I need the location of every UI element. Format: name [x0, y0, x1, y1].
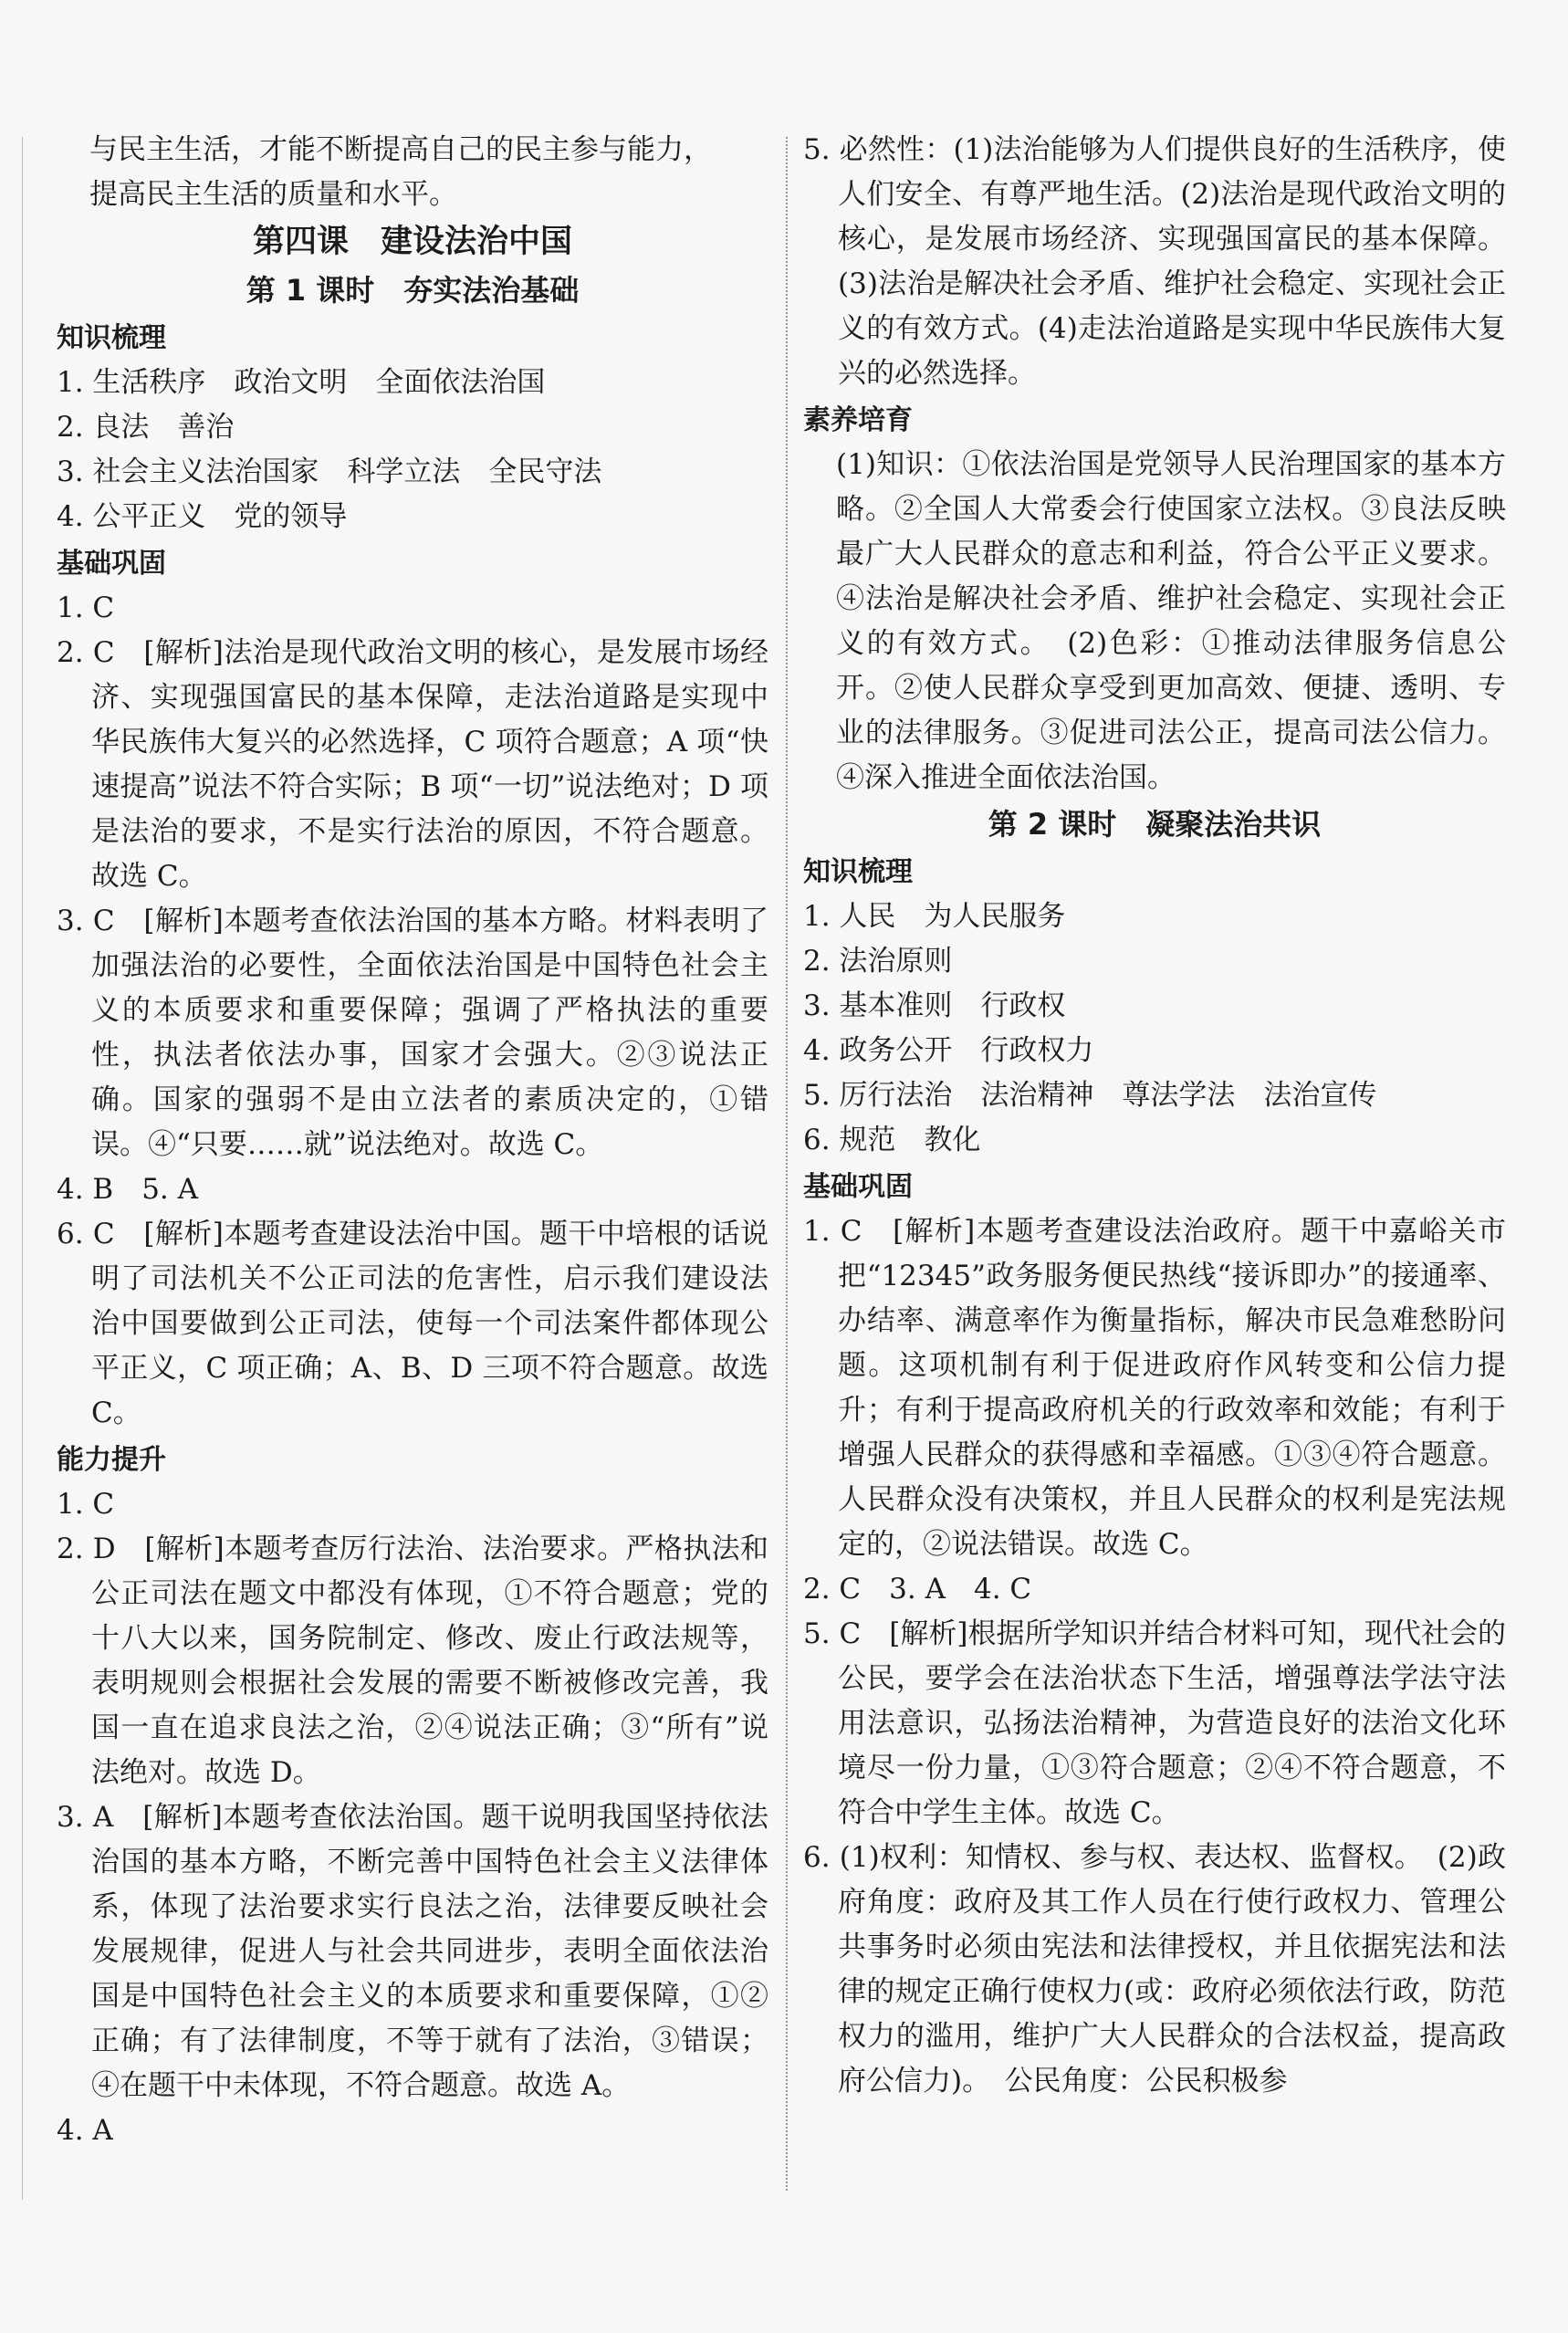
- right-column: [803, 128, 1506, 2104]
- basic-answer: 2. C [解析]法治是现代政治文明的核心，是发展市场经济、实现强国富民的基本保障，走法治道路是实现中华民族伟大复兴的必然选择，C 项符合题意；A 项“快速提高”说法不符合实际；B 项“一切”说法绝对；D 项是法治的要求，不是实行法治的原因，不符合题意。故选 C。: [57, 636, 768, 893]
- basic-heading: 基础巩固: [57, 548, 166, 580]
- left-column: [57, 128, 768, 2153]
- knowledge-item: 3. 基本准则 行政权: [803, 989, 1066, 1022]
- lesson-title: 第四课 建设法治中国: [252, 224, 572, 260]
- knowledge-item: 2. 良法 善治: [57, 411, 235, 444]
- quality-answer: (1)知识：①依法治国是党领导人民治理国家的基本方略。②全国人大常委会行使国家立法权。③良法反映最广大人民群众的意志和利益，符合公平正义要求。④法治是解决社会矛盾、维护社会稳定、实现社会正义的有效方式。 (2)色彩：①推动法律服务信息公开。②使人民群众享受到更加高效、便捷、透明、专业的法律服务。③促进司法公正，提高司法公信力。④深入推进全面依法治国。: [836, 448, 1506, 794]
- period-2-title: 第 2 课时 凝聚法治共识: [988, 807, 1322, 842]
- basic-answer: 1. C [解析]本题考查建设法治政府。题干中嘉峪关市把“12345”政务服务便民热线“接诉即办”的接通率、办结率、满意率作为衡量指标，解决市民急难愁盼问题。这项机制有利于促进政府作风转变和公信力提升；有利于提高政府机关的行政效率和效能；有利于增强人民群众的获得感和幸福感。①③④符合题意。人民群众没有决策权，并且人民群众的权利是宪法规定的，②说法错误。故选 C。: [803, 1215, 1506, 1561]
- period-1-title: 第 1 课时 夯实法治基础: [246, 273, 580, 308]
- basic-answer: 6. C [解析]本题考查建设法治中国。题干中培根的话说明了司法机关不公正司法的危害性，启示我们建设法治中国要做到公正司法，使每一个司法案件都体现公平正义，C 项正确；A、B、D 三项不符合题意。故选 C。: [57, 1218, 768, 1429]
- intro-line-2: 提高民主生活的质量和水平。: [89, 178, 457, 211]
- basic-answer: 5. C [解析]根据所学知识并结合材料可知，现代社会的公民，要学会在法治状态下生活，增强尊法学法守法用法意识，弘扬法治精神，为营造良好的法治文化环境尽一份力量，①③符合题意；②④不符合题意，不符合中学生主体。故选 C。: [803, 1617, 1506, 1829]
- knowledge-heading: 知识梳理: [57, 322, 166, 354]
- basic-answer: 4. B 5. A: [57, 1173, 199, 1206]
- page-edge-line: [22, 137, 23, 2200]
- quality-heading: 素养培育: [803, 404, 913, 436]
- basic-answer: 3. C [解析]本题考查依法治国的基本方略。材料表明了加强法治的必要性，全面依法治国是中国特色社会主义的本质要求和重要保障；强调了严格执法的重要性，执法者依法办事，国家才会强大。②③说法正确。国家的强弱不是由立法者的素质决定的，①错误。④“只要……就”说法绝对。故选 C。: [57, 905, 768, 1161]
- basic-answer: 2. C 3. A 4. C: [803, 1573, 1032, 1606]
- ability-answer: 3. A [解析]本题考查依法治国。题干说明我国坚持依法治国的基本方略，不断完善中国特色社会主义法律体系，体现了法治要求实行良法之治，法律要反映社会发展规律，促进人与社会共同进步，表明全面依法治国是中国特色社会主义的本质要求和重要保障，①②正确；有了法律制度，不等于就有了法治，③错误；④在题干中未体现，不符合题意。故选 A。: [57, 1801, 768, 2102]
- knowledge-item: 1. 生活秩序 政治文明 全面依法治国: [57, 366, 546, 399]
- knowledge-item: 5. 厉行法治 法治精神 尊法学法 法治宣传: [803, 1079, 1377, 1112]
- column-divider: [786, 137, 788, 2191]
- ability-answer: 1. C: [57, 1488, 115, 1521]
- ability-answer: 4. A: [57, 2114, 113, 2147]
- knowledge-item: 2. 法治原则: [803, 945, 953, 978]
- intro-line-1: 与民主生活，才能不断提高自己的民主参与能力，: [89, 133, 712, 166]
- knowledge-item: 1. 人民 为人民服务: [803, 900, 1066, 933]
- knowledge-item: 6. 规范 教化: [803, 1124, 981, 1156]
- ability-answer: 2. D [解析]本题考查厉行法治、法治要求。严格执法和公正司法在题文中都没有体现，①不符合题意；党的十八大以来，国务院制定、修改、废止行政法规等，表明规则会根据社会发展的需要不断被修改完善，我国一直在追求良法之治，②④说法正确；③“所有”说法绝对。故选 D。: [57, 1533, 768, 1789]
- basic-answer: 1. C: [57, 591, 115, 624]
- ability-heading: 能力提升: [57, 1444, 166, 1476]
- basic-heading-2: 基础巩固: [803, 1171, 913, 1203]
- basic-answer: 6. (1)权利：知情权、参与权、表达权、监督权。 (2)政府角度：政府及其工作人员在行使行政权力、管理公共事务时必须由宪法和法律授权，并且依据宪法和法律的规定正确行使权力(或：政府必须依法行政，防范权力的滥用，维护广大人民群众的合法权益，提高政府公信力)。 公民角度：公民积极参: [803, 1841, 1506, 2098]
- knowledge-item: 4. 政务公开 行政权力: [803, 1034, 1094, 1067]
- ability-answer-5: 5. 必然性：(1)法治能够为人们提供良好的生活秩序，使人们安全、有尊严地生活。(2)法治是现代政治文明的核心，是发展市场经济、实现强国富民的基本保障。(3)法治是解决社会矛盾、维护社会稳定、实现社会正义的有效方式。(4)走法治道路是实现中华民族伟大复兴的必然选择。: [803, 133, 1506, 390]
- knowledge-item: 3. 社会主义法治国家 科学立法 全民守法: [57, 455, 602, 488]
- knowledge-heading-2: 知识梳理: [803, 856, 913, 888]
- knowledge-item: 4. 公平正义 党的领导: [57, 500, 348, 533]
